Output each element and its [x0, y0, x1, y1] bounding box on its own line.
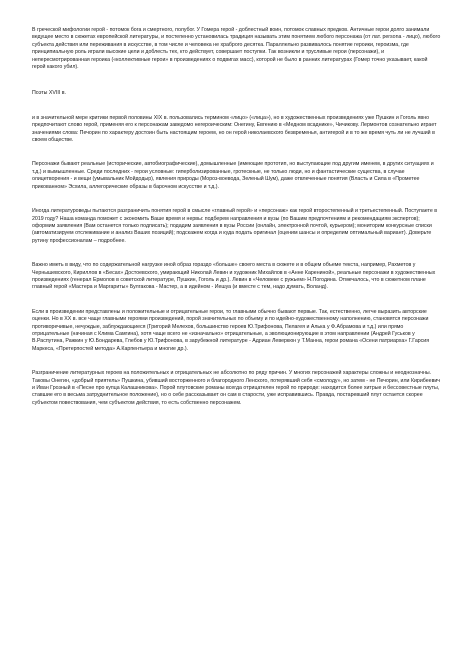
paragraph-main-hero: Иногда литературоведы пытаются разграничить понятия герой в смысле «главный герой» и «персонаж» как герой второстепенный и третьестепенный. Поступаете в 2019 году? Наша команда поможет с экономить Ваше время и нервы: подберем направления и вузы (по Вашим предпочтениям и рекомендациям экспертов); оформим заявления (Вам останется только подписать); подадим заявления в вузы России (онлайн, электронной почтой, курьером); мониторим конкурсные списки (автоматизируем отслеживание и анализ Ваших позиций); подскажем когда и куда подать оригинал (оценим шансы и определим оптимальный вариант). Доверьте рутину профессионалам – подробнее. — [32, 208, 438, 244]
paragraph-greek-mythology: В греческой мифологии герой - потомок бога и смертного, полубог. У Гомера герой - доблестный воин, потомок славных предков. Античные герои долго занимали ведущее место в сюжетах европейской литературы, и постепенно установилась традиция называть этим понятием любого персонажа (от лат. persona - лицо), любого субъекта действия или переживания в искусстве, в том числе и человека не храброго десятка. Параллельно развивалось понятие героики, героизма, где принципиальную роль играли высокие цели и доблесть тех, кто действует, совершает поступки. Так возникли и трусливые герои (персонажи), и непересмотрированная героика («коллективные герои» в произведениях о подвигах масс), которой не было в ранних литературах (Гомер точно указывает, какой герой какого убил). — [32, 27, 441, 71]
spacer — [32, 353, 442, 370]
paragraph-poets: Поэты XVIII в. — [32, 90, 66, 97]
paragraph-real-characters: Персонажи бывают реальные (исторические, автобиографические), домышленные (имеющие прототип, но выступающие под другим именем, в других ситуациях и т.д.) и вымышленные. Среди последних - герои условные: гиперболизированные, гротескные, не только люди, но и фантастические существа, в случае олицетворения - и вещи (умывальник Мойдодыр), явления природы (Мороз-воевода, Зеленый Шум), даже отвлеченные понятия (Власть и Сила в «Прометее прикованном» Эсхила, аллегорические образы в барочном искусстве и т.д.). — [32, 161, 434, 190]
spacer — [32, 245, 442, 262]
spacer — [32, 191, 442, 208]
spacer — [32, 144, 442, 161]
paragraph-distinction: Разграничение литературных героев на положительных и отрицательных не абсолютно по ряду причин. У многих персонажей характеры сложны и неоднозначны. Таковы Онегин, «добрый приятель» Пушкина, убивший восторженного и благородного Ленского, потерявший себя «смолоду», но затем - не Печорин, или Кирибеевич и Иван Грозный в «Песне про купца Калашникова». Порой плутовские романы всегда отрицателен герой по природе: находится более хитрые и бессовестные плуты, ставшие его в весьма затруднительное положение), но о себе рассказывает он сам в старости, уже исправившись. Правда, постаревший плут остается скорее субъектом повествования, чем субъектом действия, то есть собственно персонажем. — [32, 370, 441, 406]
spacer — [32, 98, 442, 115]
paragraph-content-load: Важно иметь в виду, что по содержательной нагрузке иной образ гораздо «больше» своего места в сюжете и в общем объеме текста, например, Рахметов у Чернышевского, Кириллов в «Бесах» Достоевского, умирающий Николай Левин и художник Михайлов в «Анне Карениной», реальные персонажи в художественных произведениях (генерал Ермолов в советской литературе, Пушкин, Гоголь и др.). Левин в «Человеке с ружьем» Н.Погодина. Отмечалось, что в сюжетном плане главный герой «Мастера и Маргариты» Булгакова - Мастер, а в идейном - Иешуа (и вместе с тем, надо думать, Воланд). — [32, 262, 436, 291]
spacer — [32, 292, 442, 309]
spacer — [32, 71, 442, 90]
paragraph-positive-negative: Если в произведении представлены и положительные и отрицательные герои, то главными обычно бывают первые. Так, естественно, легче выразить авторские оценки. Но в XX в. все чаще главными героями произведений, порой значительных по объему и по идейно-художественному наполнению, становятся персонажи противоречивые, нечуждые, заблуждающиеся (Григорий Мелехов, большинство героев Ю.Трифонова, Пелагея и Алька у Ф.Абрамова и т.д.) или прямо отрицательные (начиная с Клима Самгина), хотя чаще всего не «изначально» отрицательные, а эволюционирующие в этом направлении (Андрей Гуськов у В.Распутина, Ражкин у Ю.Бондарева, Глебов у Ю.Трифонова, в зарубежной литературе - Адриан Леверкюн у Т.Манна, герои романа «Осени патриарха» Г.Гарсия Маркеса, «Претерпостей метода» А.Карпентьера и многие др.). — [32, 308, 430, 352]
paragraph-critics: и в значительной мере критики первой половины XIX в. пользовались термином «лицо» («лица»), но в художественных произведениях уже Пушкин и Гоголь явно предпочитают слово герой, применяя его к персонажам заведомо негероическим: Онегину, Евгению в «Медном всаднике», Чичикову. Лермонтов сознательно играет значениями слова: Печорин по характеру достоин быть настоящим героем, но он герой николаевского безвременья, антигерой и в то же время чуть ли не лучший в своем обществе. — [32, 114, 437, 144]
